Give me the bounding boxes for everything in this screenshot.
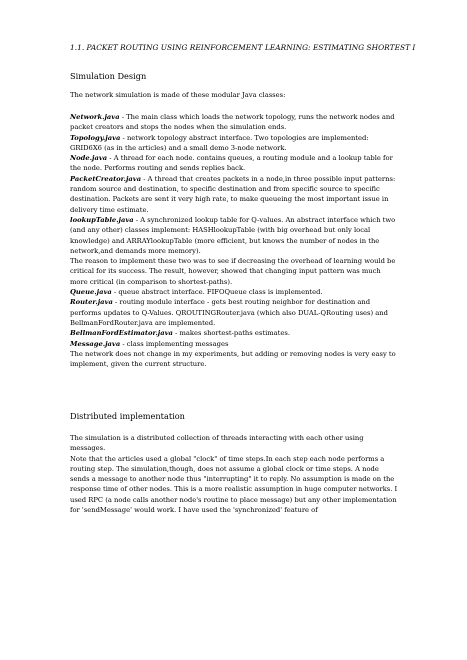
network-change-note [70, 349, 400, 370]
class-name: lookupTable.java [70, 215, 134, 224]
class-name: PacketCreator.java [70, 174, 142, 183]
class-name: Message.java [70, 339, 121, 348]
class-name: BellmanFordEstimator.java [70, 329, 173, 338]
class-entry-network [70, 112, 400, 133]
simulation-design-intro: The network simulation is made of these modular Java classes: [70, 91, 286, 99]
class-name: Network.java [70, 113, 120, 121]
class-description: - makes shortest-paths estimates. [172, 329, 290, 338]
class-description: - network topology abstract interface. Two topologies are implemented: GRID6X6 (as in the articles) and a small demo 3-node network. [70, 133, 369, 152]
class-entry-bellman-ford-estimator [70, 328, 400, 338]
class-entry-topology [70, 133, 400, 154]
class-name: Queue.java [70, 288, 112, 297]
class-entry-lookup-table [70, 215, 400, 256]
class-description: - A synchronized lookup table for Q-values. An abstract interface which two (and any other) classes implement: HASHlookupTable (with big overhead but only local knowledge) and ARRAYlookupTable (more efficient, but knows the number of nodes in the network,and demands more memory). [70, 215, 396, 255]
class-entry-router [70, 297, 400, 328]
class-name: Topology.java [70, 133, 121, 142]
distributed-para-2: Note that the articles used a global "clock" of time steps.In each step each node performs a routing step. The simulation,though, does not assume a global clock or time steps. A node sends a message to another node thus "interrupting" it to reply. No assumption is made on the response time of other nodes. This is a more realistic assumption in huge computer networks. I used RPC (a node calls another node's routine to place message) but any other implementation for 'sendMessage' would work. I have used the 'synchronized' feature of [70, 454, 398, 515]
section-heading-distributed-implementation: Distributed implementation [70, 411, 185, 421]
class-list [70, 112, 400, 369]
class-description: - A thread that creates packets in a node,in three possible input patterns: random source and destination, to specific destination and from specific source to specific destination. Packets are sent it very high rate, to make queueing the most important issue in delivery time estimate. [70, 174, 396, 214]
class-entry-queue [70, 287, 400, 297]
running-header: 1.1. PACKET ROUTING USING REINFORCEMENT LEARNING: ESTIMATING SHORTEST I [70, 43, 416, 52]
distributed-implementation-body [70, 433, 400, 515]
class-entry-node [70, 153, 400, 174]
class-description: - A thread for each node. contains queues, a routing module and a lookup table for the node. Performs routing and sends replies back. [70, 154, 393, 173]
class-entry-message [70, 339, 400, 349]
lookup-table-rationale [70, 256, 400, 287]
class-description: - class implementing messages [120, 339, 229, 348]
class-entry-packet-creator [70, 174, 400, 215]
class-description: - The main class which loads the network topology, runs the network nodes and packet creators and stops the nodes when the simulation ends. [70, 113, 395, 132]
class-description: - queue abstract interface. FIFOQueue class is implemented. [111, 288, 323, 297]
class-description: The reason to implement these two was to see if decreasing the overhead of learning would be critical for its success. The result, however, showed that changing input pattern was much more critical (in comparison to shortest-paths). [70, 257, 396, 286]
distributed-para-1: The simulation is a distributed collection of threads interacting with each other using messages. [70, 434, 364, 453]
section-heading-simulation-design: Simulation Design [70, 71, 147, 81]
class-name: Node.java [70, 154, 108, 163]
class-description: The network does not change in my experiments, but adding or removing nodes is very easy to implement, given the current structure. [70, 349, 396, 369]
class-name: Router.java [70, 298, 113, 307]
class-description: - routing module interface - gets best routing neighbor for destination and performs updates to Q-Values. QROUTINGRouter.java (which also DUAL-QRouting uses) and BellmanFordRouter.java are implemented. [70, 298, 388, 327]
